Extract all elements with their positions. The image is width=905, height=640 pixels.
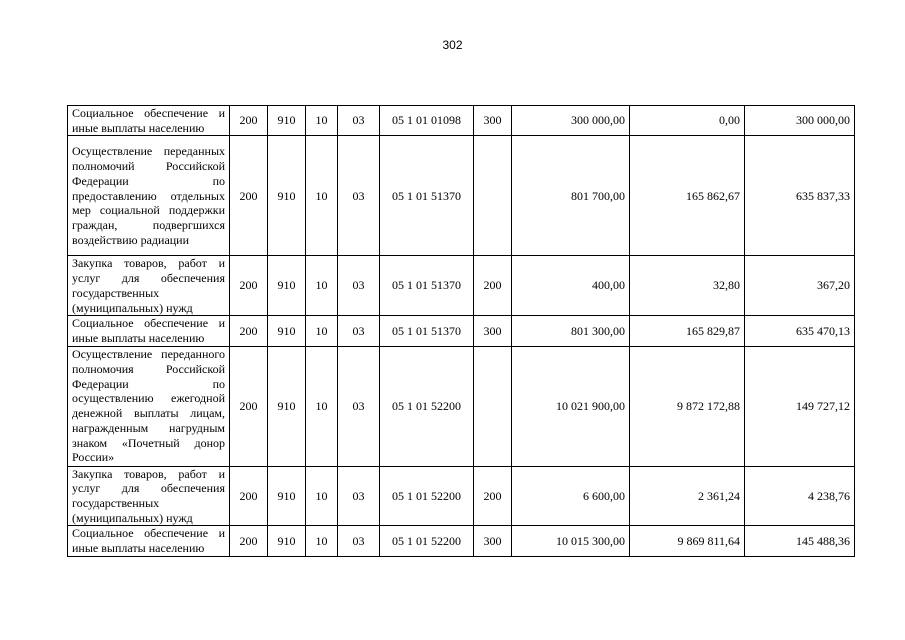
- cell-plan: 10 021 900,00: [512, 346, 630, 466]
- cell-plan: 801 300,00: [512, 316, 630, 346]
- cell-executed: 9 869 811,64: [630, 526, 745, 556]
- cell-col4: 03: [338, 526, 380, 556]
- cell-executed: 9 872 172,88: [630, 346, 745, 466]
- table-row: [68, 316, 855, 346]
- cell-remaining: 149 727,12: [745, 346, 855, 466]
- cell-col1: 200: [230, 256, 268, 316]
- cell-col2: 910: [268, 256, 306, 316]
- cell-col4: 03: [338, 106, 380, 136]
- cell-target-code: 05 1 01 01098: [380, 106, 474, 136]
- cell-expense-type: 200: [474, 256, 512, 316]
- cell-plan: 10 015 300,00: [512, 526, 630, 556]
- cell-col3: 10: [306, 466, 338, 526]
- cell-col4: 03: [338, 466, 380, 526]
- cell-expense-type: 300: [474, 316, 512, 346]
- cell-col2: 910: [268, 526, 306, 556]
- cell-col3: 10: [306, 256, 338, 316]
- budget-table: [67, 105, 855, 557]
- cell-col4: 03: [338, 316, 380, 346]
- cell-col1: 200: [230, 526, 268, 556]
- row-name: Социальное обеспечение и иные выплаты населению: [68, 316, 230, 346]
- cell-executed: 165 862,67: [630, 136, 745, 256]
- cell-expense-type: 200: [474, 466, 512, 526]
- cell-executed: 32,80: [630, 256, 745, 316]
- cell-col1: 200: [230, 136, 268, 256]
- table-row: [68, 106, 855, 136]
- row-name: Социальное обеспечение и иные выплаты населению: [68, 526, 230, 556]
- row-name: Закупка товаров, работ и услуг для обеспечения государственных (муниципальных) нужд: [68, 466, 230, 526]
- cell-executed: 2 361,24: [630, 466, 745, 526]
- cell-expense-type: 300: [474, 106, 512, 136]
- cell-target-code: 05 1 01 52200: [380, 526, 474, 556]
- cell-col2: 910: [268, 106, 306, 136]
- cell-col1: 200: [230, 346, 268, 466]
- cell-remaining: 300 000,00: [745, 106, 855, 136]
- cell-executed: 165 829,87: [630, 316, 745, 346]
- cell-expense-type: 300: [474, 526, 512, 556]
- cell-col1: 200: [230, 466, 268, 526]
- table-row: [68, 136, 855, 256]
- cell-expense-type: [474, 136, 512, 256]
- cell-remaining: 635 837,33: [745, 136, 855, 256]
- cell-remaining: 145 488,36: [745, 526, 855, 556]
- cell-col4: 03: [338, 136, 380, 256]
- cell-target-code: 05 1 01 51370: [380, 316, 474, 346]
- cell-col1: 200: [230, 106, 268, 136]
- row-name: Социальное обеспечение и иные выплаты населению: [68, 106, 230, 136]
- cell-plan: 6 600,00: [512, 466, 630, 526]
- cell-plan: 400,00: [512, 256, 630, 316]
- cell-remaining: 367,20: [745, 256, 855, 316]
- cell-col3: 10: [306, 526, 338, 556]
- row-name: Осуществление переданных полномочий Российской Федерации по предоставлению отдельных мер социальной поддержки граждан, подвергшихся воздействию радиации: [68, 136, 230, 256]
- row-name: Осуществление переданного полномочия Российской Федерации по осуществлению ежегодной денежной выплаты лицам, награжденным нагрудным знаком «Почетный донор России»: [68, 346, 230, 466]
- cell-col4: 03: [338, 346, 380, 466]
- cell-col2: 910: [268, 136, 306, 256]
- table-row: [68, 256, 855, 316]
- cell-target-code: 05 1 01 51370: [380, 136, 474, 256]
- table-row: [68, 526, 855, 556]
- cell-col3: 10: [306, 346, 338, 466]
- cell-target-code: 05 1 01 51370: [380, 256, 474, 316]
- cell-col2: 910: [268, 466, 306, 526]
- cell-col3: 10: [306, 136, 338, 256]
- cell-col3: 10: [306, 316, 338, 346]
- cell-remaining: 635 470,13: [745, 316, 855, 346]
- cell-target-code: 05 1 01 52200: [380, 466, 474, 526]
- page-number: 302: [442, 38, 463, 52]
- cell-plan: 300 000,00: [512, 106, 630, 136]
- cell-plan: 801 700,00: [512, 136, 630, 256]
- table-row: [68, 346, 855, 466]
- cell-col1: 200: [230, 316, 268, 346]
- cell-expense-type: [474, 346, 512, 466]
- table-row: [68, 466, 855, 526]
- cell-col2: 910: [268, 316, 306, 346]
- cell-col2: 910: [268, 346, 306, 466]
- cell-remaining: 4 238,76: [745, 466, 855, 526]
- cell-target-code: 05 1 01 52200: [380, 346, 474, 466]
- row-name: Закупка товаров, работ и услуг для обеспечения государственных (муниципальных) нужд: [68, 256, 230, 316]
- cell-col3: 10: [306, 106, 338, 136]
- cell-executed: 0,00: [630, 106, 745, 136]
- cell-col4: 03: [338, 256, 380, 316]
